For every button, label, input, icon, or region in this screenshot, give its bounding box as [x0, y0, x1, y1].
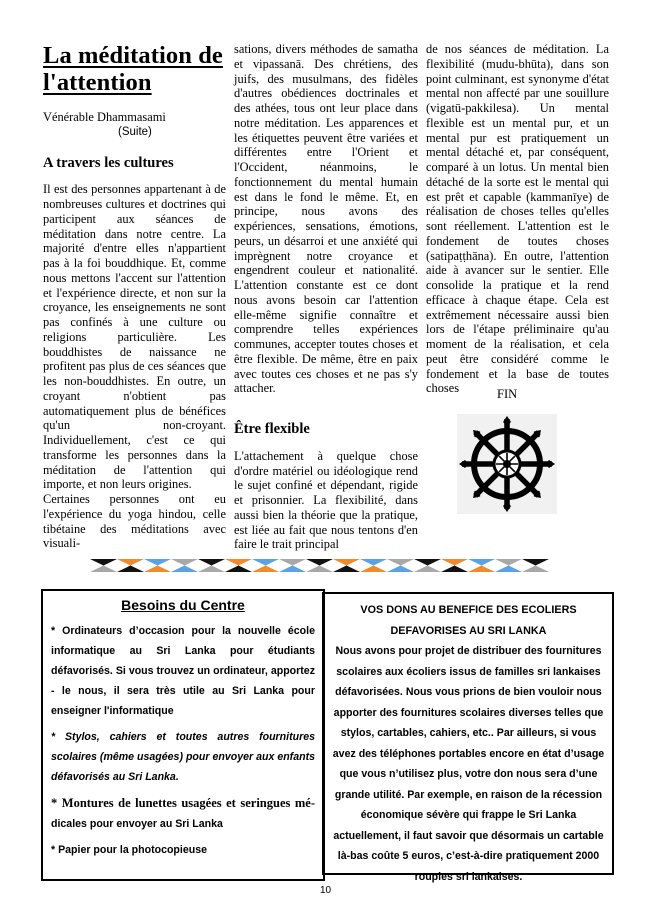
section-heading-flexible: Être flexible [234, 421, 310, 437]
divider-triangle-bottom [252, 566, 279, 573]
divider-triangle-bottom [171, 566, 198, 573]
article-column-2 [234, 42, 418, 552]
divider-triangle-top [522, 559, 549, 566]
needs-box [41, 589, 325, 881]
donate-body: Nous avons pour projet de distribuer des fournitures scolaires aux écoliers issus de familles sri lankaises défavorisées. Nous vous prions de bien vouloir nous apporter des fournitures scolaires diverses telles que stylos, cartables, cahiers, etc.. Par ailleurs, si vous avez des téléphones portables encore en état d’usage que vous n’utilisez plus, votre don nous sera d’une grande utilité. Par exemple, en raison de la récession économique sévère qui frappe le Sri Lanka actuellement, il faut savoir que désormais un cartable là-bas coûte 5 euros, c’est-à-dire pratiquement 2000 roupies sri lankaises. [332, 645, 605, 883]
divider-triangle-bottom [495, 566, 522, 573]
paragraph-flexible-part1: L'attachement à quelque chose d'ordre matériel ou idéologique rend le sujet confiné et dépendant, rigide et prisonnier. La flexibilité, dans aussi bien la théorie que la pratique, est liée au fait que nous tentons d'en faire le trait principal [234, 448, 418, 552]
divider-triangle-top [306, 559, 333, 566]
needs-item-glasses-sans: dicales pour envoyer au Sri Lanka [51, 818, 223, 830]
paragraph-cultures-2-part2: sations, divers méthodes de samatha et vipassanā. Des chrétiens, des juifs, des musulmans, des fidèles d'autres obédiences doctrinales et des athées, tous ont leur place dans notre méditation. Les apparences et les étiquettes peuvent être variées et différentes entre l'Orient et l'Occident, néanmoins, le fonctionnement du mental humain est dans le fond le même. Et, en principe, nous avons des expériences, sensations, émotions, peurs, un désarroi et une anxiété qui imprègnent notre croyance et engendrent couleur et nationalité. L'attention constante est ce dont nous avons besoin car l'attention elle-même signifie connaître et comprendre telles expériences communes, accepter toutes choses et être flexible. De même, être en paix avec toutes ces choses et ne pas s'y attacher. [234, 42, 418, 396]
divider-triangle-top [441, 559, 468, 566]
divider-triangle-top [144, 559, 171, 566]
divider-triangle-bottom [441, 566, 468, 573]
needs-item-glasses-serif: * Montures de lunettes usagées et seringues mé- [51, 796, 315, 810]
divider-triangle-top [279, 559, 306, 566]
donate-title-line2: DEFAVORISES AU SRI LANKA [390, 624, 547, 637]
needs-title: Besoins du Centre [121, 597, 245, 613]
divider-triangle-top [387, 559, 414, 566]
paragraph-cultures-2-part1: Certaines personnes ont eu l'expérience du yoga hindou, celle tibétaine des méditations avec visuali- [43, 492, 226, 551]
donate-title-line1: VOS DONS AU BENEFICE DES ECOLIERS [360, 604, 577, 616]
divider-triangle-top [90, 559, 117, 566]
donate-box [322, 592, 614, 883]
divider-triangle-top [117, 559, 144, 566]
divider-triangle-bottom [306, 566, 333, 573]
article-column-3 [426, 42, 609, 396]
divider-triangle-bottom [360, 566, 387, 573]
divider-triangle-bottom [279, 566, 306, 573]
needs-item-glasses [51, 793, 315, 834]
divider-triangle-top [360, 559, 387, 566]
divider-triangle-bottom [225, 566, 252, 573]
paragraph-flexible-part2: de nos séances de méditation. La flexibilité (mudu-bhūta), dans son point culminant, est synonyme d'état mental non affecté par une souillure (vigatū-pakkilesa). Un mental flexible est un mental pur, et un mental pur est pratiquement un mental détaché et, par conséquent, comparé à un lotus. Un mental bien détaché de la sorte est le mental qui est prêt et capable (kammanīye) de réalisation de choses telles qu'elles sont réellement. L'attention est le fondement de toutes choses (satipaṭṭhāna). En outre, l'attention aide à avancer sur le sentier. Elle consolide la pratique et la rend efficace à chaque étape. Cela est extrêmement nécessaire aussi bien lors de l'étape préliminaire qu'au moment de la réalisation, et cela peut être considéré comme le fondement et la base de toutes choses [426, 42, 609, 396]
needs-item-paper: * Papier pour la photocopieuse [51, 844, 207, 856]
divider-triangle-bottom [414, 566, 441, 573]
divider-triangle-bottom [117, 566, 144, 573]
divider-triangle-bottom [468, 566, 495, 573]
divider-triangle-bottom [144, 566, 171, 573]
dharma-wheel-icon [457, 414, 557, 514]
divider-triangle-top [495, 559, 522, 566]
divider-triangle-top [198, 559, 225, 566]
continued-label: (Suite) [118, 125, 152, 138]
divider-triangle-top [171, 559, 198, 566]
divider-triangle-top [414, 559, 441, 566]
decorative-divider [90, 559, 549, 572]
needs-item-computers: * Ordinateurs d’occasion pour la nouvelle école informatique au Sri Lanka pour étudiants défavorisés. Si vous trouvez un ordinateur, apportez - le nous, il sera très utile au Sri Lanka pour enseigner l'informatique [51, 625, 315, 717]
divider-triangle-bottom [333, 566, 360, 573]
paragraph-cultures-1: Il est des personnes appartenant à de nombreuses cultures et doctrines qui participent aux séances de méditation dans notre centre. La majorité d'entre elles n'appartient pas à la foi bouddhique. Et, comme nous mettons l'accent sur l'attention et l'expérience directe, et non sur la croyance, les enseignements ne sont pas confinés à une culture ou religions particulière. Les bouddhistes de naissance ne profitent pas plus de ces séances que les non-bouddhistes. En outre, un croyant n'obtient pas automatiquement plus de bénéfices qu'un non-croyant. Individuellement, c'est ce qui transforme les personnes dans la méditation de l'attention qui importe, et non leurs origines. [43, 182, 226, 492]
divider-triangle-bottom [90, 566, 117, 573]
article-column-1 [43, 42, 226, 551]
needs-item-supplies: * Stylos, cahiers et toutes autres fournitures scolaires (même usagées) pour envoyer aux enfants défavorisés au Sri Lanka. [51, 731, 315, 783]
article-author: Vénérable Dhammasami [43, 110, 166, 124]
section-heading-cultures: A travers les cultures [43, 154, 174, 171]
divider-triangle-bottom [522, 566, 549, 573]
article-title: La méditation de l'attention [43, 42, 223, 96]
end-label: FIN [497, 387, 518, 401]
divider-triangle-bottom [387, 566, 414, 573]
divider-triangle-bottom [198, 566, 225, 573]
divider-triangle-top [225, 559, 252, 566]
divider-triangle-top [252, 559, 279, 566]
divider-triangle-top [468, 559, 495, 566]
divider-triangle-top [333, 559, 360, 566]
page-number: 10 [320, 885, 332, 896]
